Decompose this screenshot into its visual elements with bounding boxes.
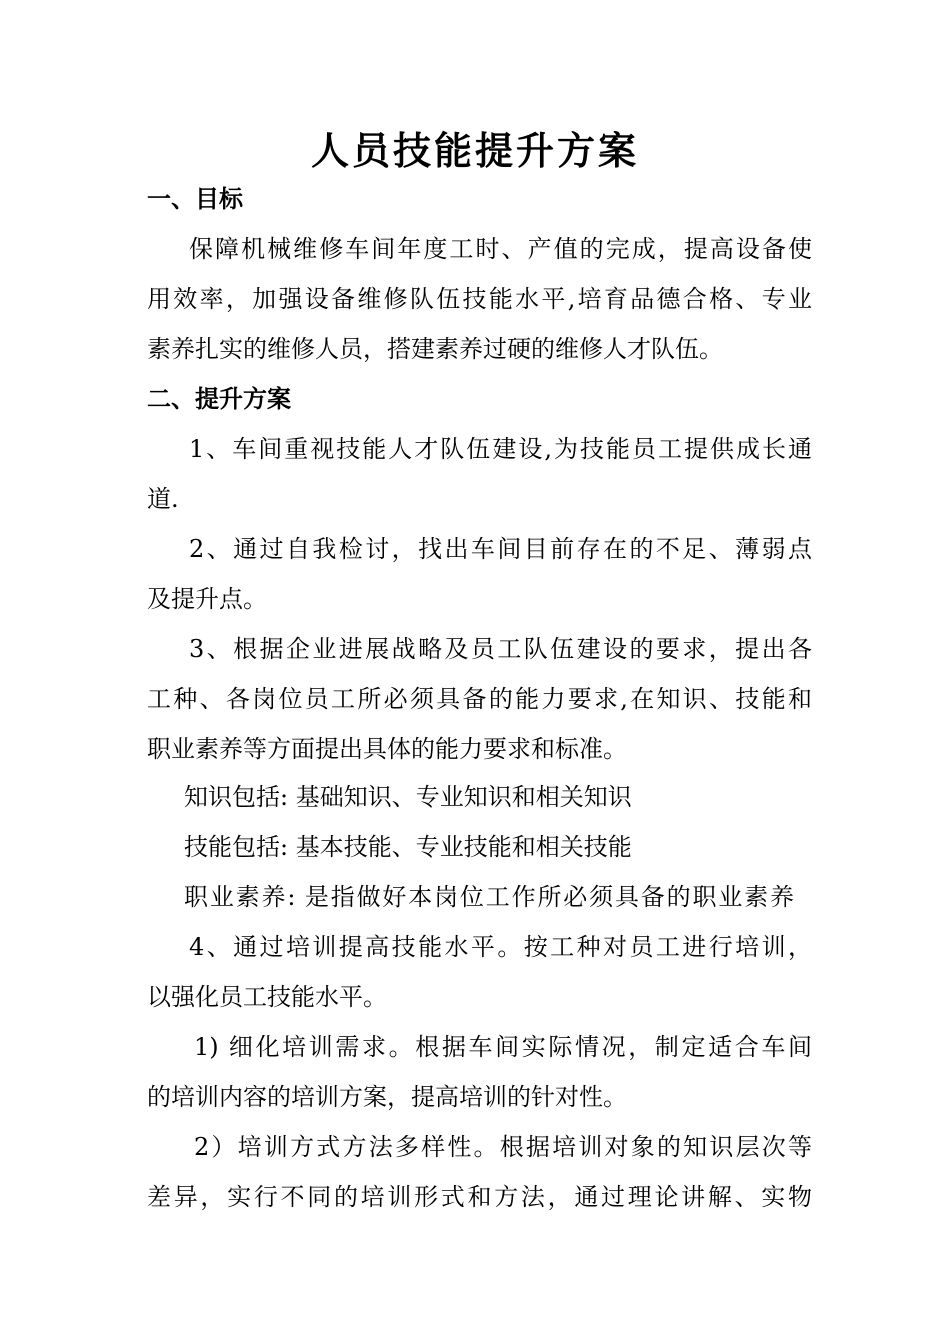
- paragraph-line: 道.: [147, 485, 179, 513]
- paragraph-line: 职业素养等方面提出具体的能力要求和标准。: [147, 735, 627, 763]
- paragraph-line: 知识包括: 基础知识、专业知识和相关知识: [184, 783, 632, 811]
- section-heading-goal: 一、目标: [147, 184, 243, 213]
- paragraph-line: 2、通过自我检讨，找出车间目前存在的不足、薄弱点: [189, 535, 812, 563]
- paragraph-line: 用效率，加强设备维修队伍技能水平,培育品德合格、专业: [147, 285, 812, 313]
- paragraph-line: 及提升点。: [147, 585, 267, 613]
- section-heading-plan: 二、提升方案: [147, 384, 291, 413]
- paragraph-line: 差异，实行不同的培训形式和方法，通过理论讲解、实物: [147, 1183, 812, 1211]
- paragraph-line: 素养扎实的维修人员，搭建素养过硬的维修人才队伍。: [147, 335, 723, 363]
- paragraph-line: 1、车间重视技能人才队伍建设,为技能员工提供成长通: [189, 435, 812, 463]
- paragraph-line: 1) 细化培训需求。根据车间实际情况，制定适合车间: [194, 1033, 812, 1061]
- paragraph-line: 2）培训方式方法多样性。根据培训对象的知识层次等: [194, 1133, 812, 1161]
- paragraph-line: 以强化员工技能水平。: [147, 983, 387, 1011]
- document-title: 人员技能提升方案: [310, 128, 639, 173]
- paragraph-line: 保障机械维修车间年度工时、产值的完成，提高设备使: [189, 235, 812, 263]
- paragraph-line: 技能包括: 基本技能、专业技能和相关技能: [184, 833, 632, 861]
- paragraph-line: 的培训内容的培训方案，提高培训的针对性。: [147, 1083, 627, 1111]
- paragraph-line: 职业素养: 是指做好本岗位工作所必须具备的职业素养: [184, 883, 794, 911]
- paragraph-line: 4、通过培训提高技能水平。按工种对员工进行培训，: [189, 933, 812, 961]
- paragraph-line: 工种、各岗位员工所必须具备的能力要求,在知识、技能和: [147, 685, 812, 713]
- paragraph-line: 3、根据企业进展战略及员工队伍建设的要求，提出各: [189, 635, 812, 663]
